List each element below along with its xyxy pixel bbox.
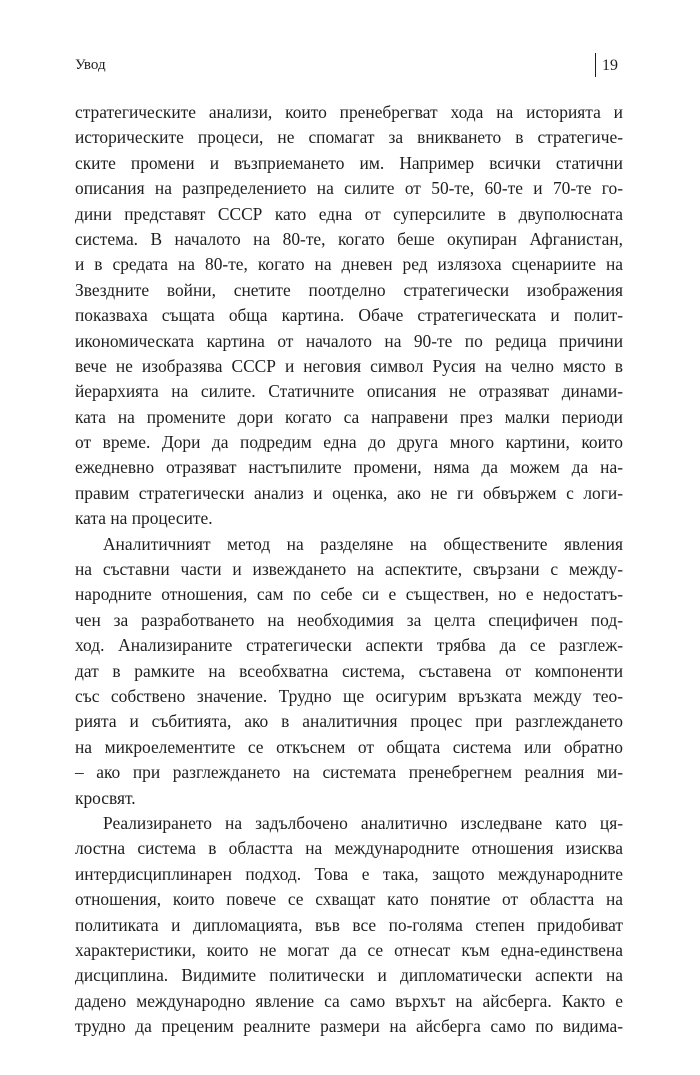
paragraph-2 [75,532,623,811]
section-title: Увод [75,57,106,73]
text-line: икономическата картина от началото на 90-те по редица причини [75,330,623,351]
text-line: ката на процесите. [75,508,213,529]
text-line: интердисциплинарен подход. Това е така, защото международните [75,863,623,884]
text-line: дадено международно явление са само върхът на айсберга. Както е [75,990,623,1011]
text-line: лостна система в областта на международните отношения изисква [75,838,623,859]
text-line: описания на разпределението на силите от 50-те, 60-те и 70-те го- [75,178,623,199]
text-line: – ако при разглеждането на системата пренебрегнем реалния ми- [75,762,623,783]
text-line: Аналитичният метод на разделяне на обществените явления [103,533,623,554]
text-line: кросвят. [75,787,136,808]
page-number: 19 [595,53,618,77]
running-head [75,53,618,81]
text-line: система. В началото на 80-те, когато беше окупиран Афганистан, [75,228,623,249]
text-line: дисциплина. Видимите политически и дипломатически аспекти на [75,965,623,986]
text-line: отношения, които повече се схващат като понятие от областта на [75,889,623,910]
text-line: историческите процеси, не спомагат за вникването в стратегиче- [75,127,623,148]
text-line: ежедневно отразяват настъпилите промени, няма да можем да на- [75,457,623,478]
text-line: чен за разработването на необходимия за целта специфичен под- [75,609,623,630]
text-line: рията и събитията, ако в аналитичния процес при разглеждането [75,711,623,732]
text-line: и в средата на 80-те, когато на дневен ред излязоха сценариите на [75,254,623,275]
text-line: със собствено значение. Трудно ще осигурим връзката между тео- [75,685,623,706]
text-line: ход. Анализираните стратегически аспекти трябва да се разглеж- [75,635,623,656]
text-line: на съставни части и извеждането на аспектите, свързани с между- [75,559,623,580]
text-line: на микроелементите се откъснем от общата система или обратно [75,736,623,757]
text-line: Звездните войни, снетите поотделно стратегически изображения [75,279,623,300]
text-line: характеристики, които не могат да се отнесат към една-единствена [75,939,623,960]
text-line: трудно да преценим реалните размери на айсберга само по видима- [75,1016,623,1037]
text-line: дат в рамките на всеобхватна система, съставена от компоненти [75,660,623,681]
text-line: Реализирането на задълбочено аналитично изследване като ця- [103,812,623,833]
text-line: ката на промените дори когато са направени през малки периоди [75,406,623,427]
text-line: ските промени и възприемането им. Например всички статични [75,152,623,173]
text-line: стратегическите анализи, които пренебрегват хода на историята и [75,102,623,122]
text-line: показваха същата обща картина. Обаче стратегическата и полит- [75,305,623,326]
text-line: политиката и дипломацията, във все по-голяма степен придобиват [75,914,623,935]
text-line: дини представят СССР като една от суперсилите в двуполюсната [75,203,623,224]
text-line: вече не изобразява СССР и неговия символ Русия на челно място в [75,355,623,376]
text-line: правим стратегически анализ и оценка, ако не ги обвържем с логи- [75,482,623,503]
text-line: йерархията на силите. Статичните описания не отразяват динами- [75,381,623,402]
text-line: народните отношения, сам по себе си е съществен, но е недостатъ- [75,584,623,605]
paragraph-3 [75,811,623,1040]
text-line: от време. Дори да подредим една до друга много картини, които [75,432,623,453]
body-text [75,100,623,1039]
paragraph-1 [75,100,623,532]
